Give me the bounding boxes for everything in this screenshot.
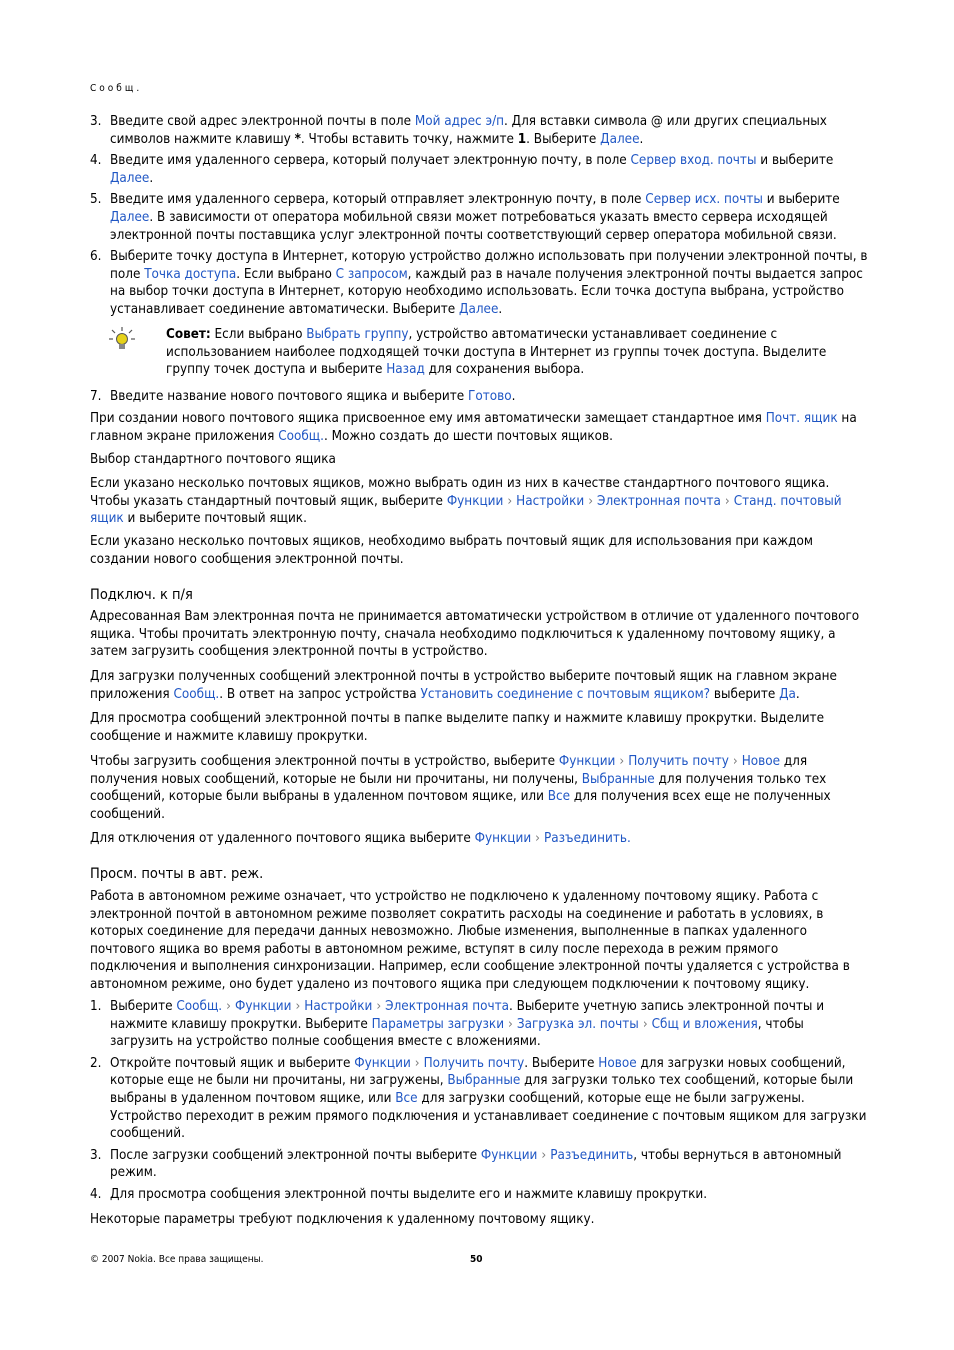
list-item bbox=[90, 998, 868, 1051]
text: Если указано несколько почтовых ящиков, необходимо выбрать почтовый ящик для использования при каждом создании нового сообщения электронной почты. bbox=[90, 534, 813, 567]
menu-path-link: Функции bbox=[558, 754, 616, 769]
steps-list-a bbox=[90, 113, 868, 319]
text: . Выберите bbox=[526, 131, 601, 147]
text: , чтобы вернуться в автономный режим. bbox=[110, 1147, 842, 1181]
text: для загрузки только тех сообщений, которые были выбраны в удаленном почтовом ящике, или bbox=[110, 1073, 854, 1106]
paragraph bbox=[90, 608, 868, 661]
menu-path-link: Функции bbox=[354, 1055, 411, 1071]
copyright: © 2007 Nokia. Все права защищены. bbox=[90, 1254, 264, 1265]
subheading: Выбор стандартного почтового ящика bbox=[90, 452, 336, 467]
steps-b bbox=[90, 998, 868, 1208]
text: Если выбрано bbox=[210, 327, 307, 342]
text: для загрузки сообщений, которые еще не были загружены. Устройство переходит в режим прямого подключения и устанавливает соединение с почтовым ящиком для загрузки сообщений. bbox=[110, 1090, 867, 1142]
text: . Можно создать до шести почтовых ящиков. bbox=[323, 428, 613, 444]
menu-path-link: Сообщ. bbox=[278, 428, 324, 444]
menu-path-link: Готово bbox=[468, 389, 512, 404]
text: для получения всех еще не полученных сообщений. bbox=[90, 789, 831, 822]
text: При создании нового почтового ящика присвоенное ему имя автоматически замещает стандартное имя bbox=[90, 411, 766, 426]
text: для получения новых сообщений, которые не были ни прочитаны, ни получены, bbox=[90, 754, 808, 787]
text: Введите название нового почтового ящика и выберите bbox=[110, 389, 469, 404]
menu-path-link: Разъединить. bbox=[544, 831, 631, 846]
chevron-right-icon: › bbox=[642, 1016, 648, 1032]
chevron-right-icon: › bbox=[226, 999, 231, 1014]
text: . Если выбрано bbox=[236, 266, 336, 282]
list-number: 6. bbox=[90, 249, 102, 265]
text: и выберите bbox=[756, 153, 834, 169]
menu-path-link: Новое bbox=[598, 1055, 637, 1071]
text: Для просмотра сообщения электронной почты выделите его и нажмите клавишу прокрутки. bbox=[110, 1186, 708, 1202]
menu-path-link: Все bbox=[395, 1090, 418, 1106]
paragraph bbox=[90, 710, 868, 745]
list-item bbox=[90, 152, 868, 187]
list-number: 1. bbox=[90, 999, 102, 1014]
lightbulb-icon bbox=[108, 326, 136, 352]
menu-path-link: С запросом bbox=[335, 266, 408, 282]
menu-path-link: Функции bbox=[446, 493, 504, 509]
section-heading: Просм. почты в авт. реж. bbox=[90, 866, 264, 882]
text: . bbox=[639, 131, 644, 147]
menu-path-link: Функции bbox=[474, 831, 532, 846]
chevron-right-icon: › bbox=[376, 999, 382, 1014]
menu-path-link: Функции bbox=[234, 999, 292, 1014]
menu-path-link: Загрузка эл. почты bbox=[516, 1016, 639, 1032]
paragraph bbox=[90, 533, 868, 568]
menu-path-link: Сервер вход. почты bbox=[630, 153, 757, 169]
chevron-right-icon: › bbox=[508, 1016, 513, 1032]
text: . Выберите bbox=[524, 1055, 599, 1071]
chevron-right-icon: › bbox=[535, 831, 540, 846]
text: Чтобы загрузить сообщения электронной почты в устройство, выберите bbox=[90, 754, 559, 769]
menu-path-link: Мой адрес э/п bbox=[414, 114, 505, 129]
chevron-right-icon: › bbox=[541, 1147, 547, 1163]
menu-path-link: Сервер исх. почты bbox=[645, 192, 763, 208]
page-number: 50 bbox=[470, 1254, 483, 1265]
chevron-right-icon: › bbox=[414, 1055, 420, 1071]
step-7 bbox=[90, 388, 868, 406]
chevron-right-icon: › bbox=[588, 493, 594, 509]
paragraph bbox=[90, 830, 868, 848]
text: , устройство автоматически устанавливает соединение с использованием наиболее подходящей точки доступа в Интернет из группы точек доступа. Выделите группу точек доступа и выберите bbox=[166, 327, 827, 378]
text: , чтобы загрузить на устройство полные сообщения вместе с вложениями. bbox=[110, 1016, 804, 1050]
paragraph bbox=[90, 668, 868, 703]
steps-a bbox=[90, 113, 868, 323]
menu-path-link: Далее bbox=[110, 209, 150, 225]
text: . bbox=[795, 686, 800, 702]
text: . bbox=[511, 389, 516, 404]
text: После загрузки сообщений электронной почты выберите bbox=[110, 1147, 481, 1163]
chevron-right-icon: › bbox=[724, 493, 730, 509]
text: Некоторые параметры требуют подключения к удаленному почтовому ящику. bbox=[90, 1212, 595, 1227]
list-number: 4. bbox=[90, 153, 102, 169]
list-item bbox=[90, 248, 868, 318]
list-number: 2. bbox=[90, 1055, 102, 1071]
text: . В ответ на запрос устройства bbox=[219, 686, 421, 702]
list-number: 5. bbox=[90, 192, 102, 208]
menu-path-link: Разъединить bbox=[550, 1147, 634, 1163]
text: для загрузки новых сообщений, которые еще не были ни прочитаны, ни загружены, bbox=[110, 1055, 846, 1089]
text: Введите свой адрес электронной почты в поле bbox=[110, 114, 415, 129]
paragraph bbox=[90, 475, 868, 528]
text: . Для вставки символа @ или других специальных символов нажмите клавишу bbox=[110, 114, 827, 147]
menu-path-link: Да bbox=[779, 686, 796, 702]
text: Выберите точку доступа в Интернет, которую устройство должно использовать при получении электронной почты, в поле bbox=[110, 249, 868, 282]
text: . Выберите учетную запись электронной почты и нажмите клавишу прокрутки. Выберите bbox=[110, 999, 825, 1032]
menu-path-link: Сообщ. bbox=[176, 999, 223, 1014]
menu-path-link: Сбщ и вложения bbox=[651, 1016, 758, 1032]
chevron-right-icon: › bbox=[732, 754, 738, 769]
list-number: 3. bbox=[90, 1147, 102, 1163]
list-item: 7. Введите название нового почтового ящика и выберите Готово. bbox=[90, 389, 516, 404]
menu-path-link: Почт. ящик bbox=[765, 411, 838, 426]
text: Для просмотра сообщений электронной почты в папке выделите папку и нажмите клавишу прокрутки. Выделите сообщение и нажмите клавишу прокрутки. bbox=[90, 711, 824, 744]
running-header: Сообщ. bbox=[90, 83, 143, 94]
text: Работа в автономном режиме означает, что устройство не подключено к удаленному почтовому ящику. Работа с электронной почтой в автономном режиме позволяет сократить расходы на соединение и работать в условиях, в которых соединение для передачи данных невозможно. Любые изменения, выполненные в папках удаленного почтового ящика во время работы в автономном режиме, вступят в силу после перехода в режим прямого подключения и выполнения синхронизации. Например, если сообщение электронной почты удаляется с устройства в автономном режиме, оно будет удалено из почтового ящика при следующем подключении к почтовому ящику. bbox=[90, 889, 850, 992]
text: для получения только тех сообщений, которые были выбраны в удаленном почтовом ящике, или bbox=[90, 771, 827, 805]
menu-path-link: Станд. почтовый ящик bbox=[90, 493, 842, 527]
text: на главном экране приложения bbox=[90, 411, 857, 444]
menu-path-link: Установить соединение с почтовым ящиком? bbox=[420, 686, 711, 702]
tip-text bbox=[166, 326, 866, 379]
menu-path-link: Точка доступа bbox=[144, 266, 237, 282]
text: . В зависимости от оператора мобильной связи может потребоваться указать вместо сервера исходящей электронной почты поставщика услуг электронной почты соответствующий сервер оператора мобильной связи. bbox=[110, 209, 837, 243]
text: и выберите почтовый ящик. bbox=[123, 511, 307, 527]
menu-path-link: Выбранные bbox=[447, 1073, 521, 1089]
text: Адресованная Вам электронная почта не принимается автоматически устройством в отличие от удаленного почтового ящика. Чтобы прочитать электронную почту, сначала необходимо подключиться к удаленному почтовому ящику, а затем загрузить сообщения электронной почты в устройство. bbox=[90, 609, 860, 660]
bold-text: * bbox=[294, 131, 301, 147]
list-item bbox=[90, 191, 868, 244]
text: . bbox=[149, 170, 154, 186]
menu-path-link: Все bbox=[547, 789, 571, 805]
steps-list-b bbox=[90, 998, 868, 1204]
list-item bbox=[90, 1147, 868, 1182]
text: выберите bbox=[710, 686, 780, 702]
menu-path-link: Назад bbox=[386, 362, 425, 378]
paragraph bbox=[90, 753, 868, 823]
menu-path-link: Сообщ. bbox=[173, 686, 220, 702]
section-heading: Подключ. к п/я bbox=[90, 587, 193, 603]
text: Для отключения от удаленного почтового ящика выберите bbox=[90, 831, 475, 846]
menu-path-link: Настройки bbox=[516, 493, 585, 509]
text: . Чтобы вставить точку, нажмите bbox=[300, 131, 518, 147]
menu-path-link: Выбранные bbox=[581, 771, 655, 787]
list-number: 3. bbox=[90, 114, 102, 129]
menu-path-link: Параметры загрузки bbox=[371, 1016, 505, 1032]
list-item bbox=[90, 1186, 868, 1204]
menu-path-link: Далее bbox=[600, 131, 640, 147]
list-item bbox=[90, 113, 868, 148]
text: Выберите bbox=[110, 999, 177, 1014]
text: для сохранения выбора. bbox=[424, 362, 585, 378]
chevron-right-icon: › bbox=[619, 754, 625, 769]
menu-path-link: Новое bbox=[741, 754, 781, 769]
text: Для загрузки полученных сообщений электронной почты в устройство выберите почтовый ящик на главном экране приложения bbox=[90, 669, 837, 702]
text: Если указано несколько почтовых ящиков, можно выбрать один из них в качестве стандартного почтового ящика. Чтобы указать стандартный почтовый ящик, выберите bbox=[90, 476, 830, 509]
chevron-right-icon: › bbox=[507, 493, 513, 509]
list-item bbox=[90, 1055, 868, 1143]
menu-path-link: Получить почту bbox=[628, 754, 729, 769]
menu-path-link: Далее bbox=[459, 301, 499, 317]
paragraph bbox=[90, 888, 868, 994]
menu-path-link: Получить почту bbox=[423, 1055, 525, 1071]
text: Введите имя удаленного сервера, который отправляет электронную почту, в поле bbox=[110, 192, 646, 208]
menu-path-link: Выбрать группу bbox=[306, 327, 409, 342]
text: , каждый раз в начале получения электронной почты выдается запрос на выбор точки доступа в Интернет, которую необходимо использовать. Если точка доступа выбрана, устройство устанавливает соединение автоматически. Выберите bbox=[110, 266, 863, 317]
text: и выберите bbox=[762, 192, 840, 208]
chevron-right-icon: › bbox=[295, 999, 301, 1014]
text: Откройте почтовый ящик и выберите bbox=[110, 1055, 355, 1071]
menu-path-link: Далее bbox=[110, 170, 150, 186]
text: Введите имя удаленного сервера, который получает электронную почту, в поле bbox=[110, 153, 631, 169]
paragraph bbox=[90, 410, 868, 445]
bold-text: 1 bbox=[517, 131, 527, 147]
paragraph bbox=[90, 1211, 868, 1229]
menu-path-link: Настройки bbox=[304, 999, 373, 1014]
menu-path-link: Электронная почта bbox=[597, 493, 721, 509]
menu-path-link: Функции bbox=[480, 1147, 538, 1163]
text: . bbox=[498, 301, 503, 317]
list-number: 4. bbox=[90, 1186, 102, 1202]
menu-path-link: Электронная почта bbox=[385, 999, 509, 1014]
bold-text: Совет: bbox=[166, 327, 211, 342]
